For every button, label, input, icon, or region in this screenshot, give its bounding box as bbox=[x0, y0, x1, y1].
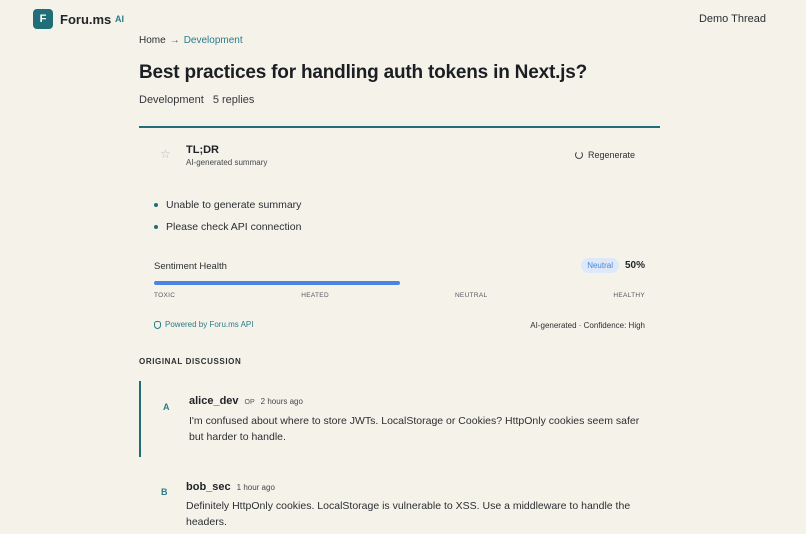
sentiment-percent: 50% bbox=[624, 260, 645, 271]
post-header bbox=[186, 481, 275, 493]
shield-icon bbox=[154, 321, 161, 329]
scale-label: TOXIC bbox=[154, 292, 176, 299]
regenerate-button[interactable] bbox=[575, 150, 635, 160]
post bbox=[139, 470, 660, 534]
summary-card bbox=[139, 126, 660, 340]
discussion-heading: ORIGINAL DISCUSSION bbox=[139, 357, 242, 366]
author-name[interactable]: alice_dev bbox=[189, 395, 239, 407]
bullet-dot-icon bbox=[154, 203, 158, 207]
breadcrumb-arrow-icon: → bbox=[169, 35, 180, 46]
status-badge: Neutral bbox=[581, 258, 619, 273]
top-bar bbox=[0, 0, 806, 40]
confidence-label: AI-generated · Confidence: High bbox=[530, 321, 645, 330]
summary-subtitle: AI-generated summary bbox=[186, 158, 268, 167]
list-item bbox=[154, 216, 301, 238]
category-label[interactable]: Development bbox=[139, 94, 204, 106]
breadcrumb bbox=[139, 35, 243, 46]
post-header bbox=[189, 395, 303, 407]
post-body: I'm confused about where to store JWTs. LocalStorage or Cookies? HttpOnly cookies seem safer but harder to handle. bbox=[189, 415, 640, 443]
breadcrumb-development[interactable]: Development bbox=[183, 35, 243, 46]
brand-name[interactable]: Foru.ms bbox=[60, 12, 112, 27]
post bbox=[139, 381, 660, 457]
scale-label: HEATED bbox=[301, 292, 329, 299]
bullet-text: Unable to generate summary bbox=[166, 199, 302, 211]
timestamp: 1 hour ago bbox=[236, 483, 275, 492]
powered-by-link[interactable] bbox=[154, 320, 253, 329]
reply-count: 5 replies bbox=[212, 94, 255, 106]
timestamp: 2 hours ago bbox=[260, 397, 303, 406]
list-item bbox=[154, 194, 301, 216]
post-body: Definitely HttpOnly cookies. LocalStorage is vulnerable to XSS. Use a middleware to handle the headers. bbox=[186, 500, 631, 528]
breadcrumb-home[interactable]: Home bbox=[139, 35, 166, 46]
powered-by-label: Powered by Foru.ms API bbox=[165, 320, 254, 329]
bullet-text: Please check API connection bbox=[166, 221, 302, 233]
sentiment-status bbox=[581, 258, 645, 273]
summary-title: TL;DR bbox=[186, 144, 219, 156]
regenerate-label: Regenerate bbox=[587, 150, 635, 160]
sentiment-label: Sentiment Health bbox=[154, 261, 227, 272]
page-title: Best practices for handling auth tokens in Next.js? bbox=[139, 62, 587, 83]
logo-icon[interactable]: F bbox=[33, 9, 53, 29]
scale-label: HEALTHY bbox=[613, 292, 645, 299]
summary-bullets bbox=[154, 194, 301, 238]
star-icon[interactable]: ☆ bbox=[160, 147, 171, 161]
refresh-icon bbox=[575, 151, 583, 159]
sentiment-scale bbox=[154, 292, 645, 299]
sentiment-bar bbox=[154, 281, 645, 285]
op-badge: OP bbox=[244, 399, 255, 406]
demo-thread-link[interactable]: Demo Thread bbox=[698, 13, 766, 25]
scale-label: NEUTRAL bbox=[454, 292, 488, 299]
avatar[interactable]: B bbox=[161, 487, 168, 497]
ai-tag: AI bbox=[115, 14, 124, 24]
thread-meta bbox=[139, 94, 254, 106]
avatar[interactable]: A bbox=[163, 402, 170, 412]
author-name[interactable]: bob_sec bbox=[186, 481, 231, 493]
bullet-dot-icon bbox=[154, 225, 158, 229]
sentiment-bar-fill bbox=[154, 281, 400, 285]
